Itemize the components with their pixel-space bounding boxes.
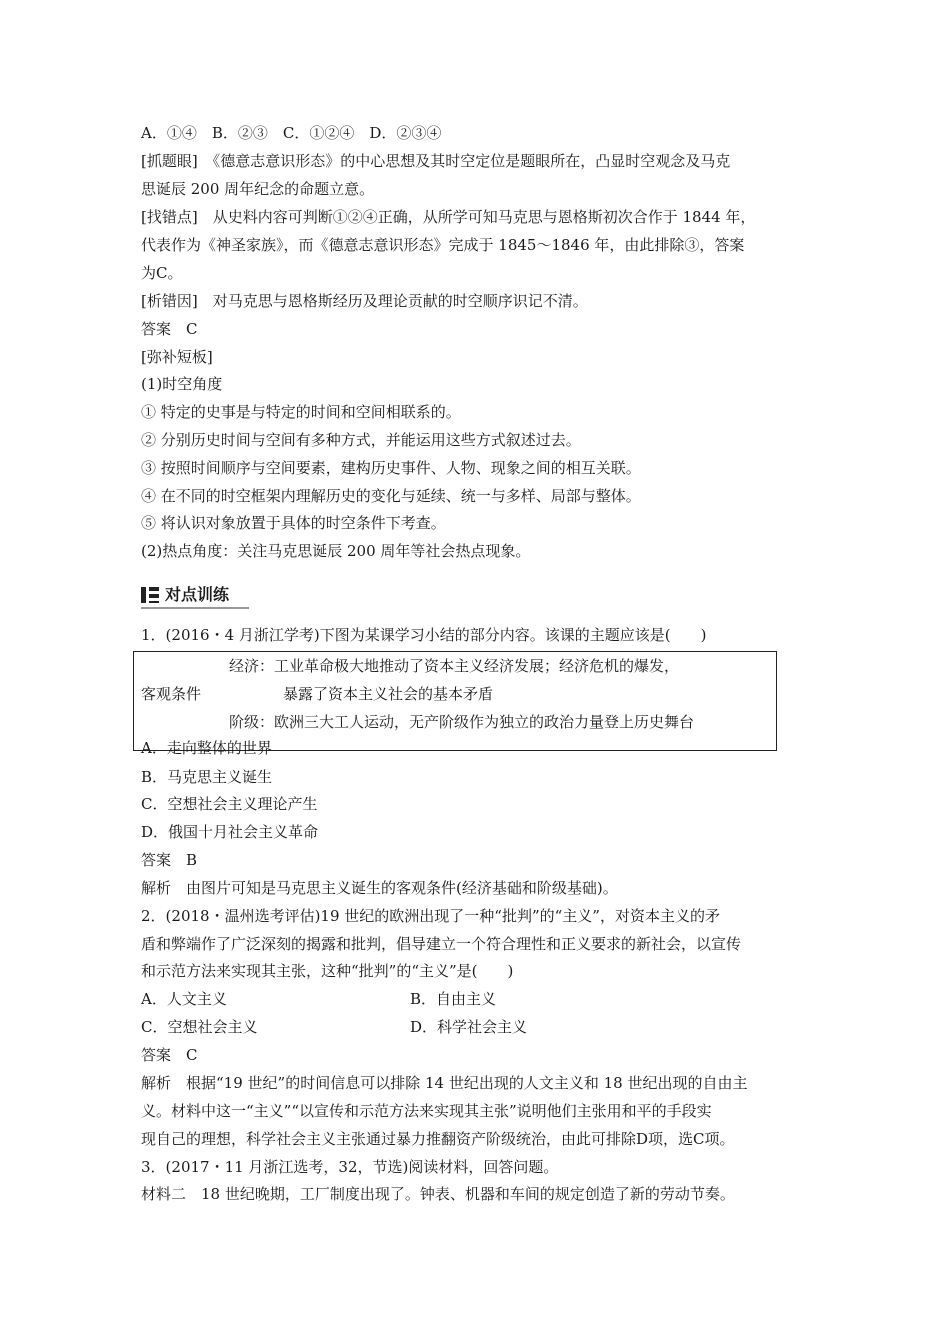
option-d: D．俄国十月社会主义革命 xyxy=(141,823,319,841)
question-line: 1．(2016・4 月浙江学考)下图为某课学习小结的部分内容。该课的主题应该是( ) xyxy=(141,626,707,644)
text-line: (2)热点角度：关注马克思诞辰 200 周年等社会热点现象。 xyxy=(141,542,531,560)
answer-line: 答案 C xyxy=(141,320,198,338)
text-line: [弥补短板] xyxy=(141,348,213,366)
section-marker-icon xyxy=(149,587,159,591)
explanation-line: 现自己的理想，科学社会主义主张通过暴力推翻资产阶级统治，由此可排除D项，选C项。 xyxy=(141,1130,735,1148)
option-a: A．走向整体的世界 xyxy=(141,739,272,757)
material-line: 材料二 18 世纪晚期，工厂制度出现了。钟表、机器和车间的规定创造了新的劳动节奏。 xyxy=(141,1185,735,1203)
explanation-line: 解析 根据“19 世纪”的时间信息可以排除 14 世纪出现的人文主义和 18 世纪出现的自由主 xyxy=(141,1074,748,1092)
option-c: C．空想社会主义理论产生 xyxy=(141,795,318,813)
answer-line: 答案 C xyxy=(141,1046,198,1064)
section-marker-icon xyxy=(149,594,159,598)
text-line: 为C。 xyxy=(141,264,183,282)
option-b: B．马克思主义诞生 xyxy=(141,768,273,786)
question-line: 和示范方法来实现其主张，这种“批判”的“主义”是( ) xyxy=(141,962,514,980)
list-item: ① 特定的史事是与特定的时间和空间相联系的。 xyxy=(141,403,461,421)
explanation-line: 义。材料中这一“主义”“以宣传和示范方法来实现其主张”说明他们主张用和平的手段实 xyxy=(141,1102,712,1120)
section-marker-icon xyxy=(149,601,159,603)
box-label: 客观条件 xyxy=(141,685,202,703)
text-line: (1)时空角度 xyxy=(141,375,223,393)
list-item: ④ 在不同的时空框架内理解历史的变化与延续、统一与多样、局部与整体。 xyxy=(141,487,641,505)
box-text: 经济：工业革命极大地推动了资本主义经济发展；经济危机的爆发， xyxy=(229,657,680,675)
explanation-line: 解析 由图片可知是马克思主义诞生的客观条件(经济基础和阶级基础)。 xyxy=(141,879,618,897)
question-line: 2．(2018・温州选考评估)19 世纪的欧洲出现了一种“批判”的“主义”，对资本主义的矛 xyxy=(141,907,720,925)
option-a: A．人文主义 xyxy=(141,990,227,1008)
option-d: D．科学社会主义 xyxy=(410,1018,528,1036)
text-line: [找错点] 从史料内容可判断①②④正确，从所学可知马克思与恩格斯初次合作于 1844 年， xyxy=(141,208,756,226)
list-item: ③ 按照时间顺序与空间要素，建构历史事件、人物、现象之间的相互关联。 xyxy=(141,459,641,477)
box-text: 阶级：欧洲三大工人运动，无产阶级作为独立的政治力量登上历史舞台 xyxy=(229,713,695,731)
section-marker-icon xyxy=(141,587,146,603)
text-line: 代表作为《神圣家族》，而《德意志意识形态》完成于 1845～1846 年，由此排除③，答案 xyxy=(141,236,745,254)
text-line: [析错因] 对马克思与恩格斯经历及理论贡献的时空顺序识记不清。 xyxy=(141,292,588,310)
option-b: B．自由主义 xyxy=(410,990,497,1008)
section-title: 对点训练 xyxy=(165,585,230,604)
section-underline xyxy=(141,607,249,609)
question-line: 盾和弊端作了广泛深刻的揭露和批判，倡导建立一个符合理性和正义要求的新社会，以宣传 xyxy=(141,935,742,953)
options-line: A．①④ B．②③ C．①②④ D．②③④ xyxy=(141,124,442,142)
text-line: 思诞辰 200 周年纪念的命题立意。 xyxy=(141,180,375,198)
answer-line: 答案 B xyxy=(141,851,198,869)
list-item: ② 分别历史时间与空间有多种方式，并能运用这些方式叙述过去。 xyxy=(141,431,581,449)
text-line: [抓题眼] 《德意志意识形态》的中心思想及其时空定位是题眼所在，凸显时空观念及马克 xyxy=(141,152,731,170)
section-heading xyxy=(141,584,251,608)
question-line: 3．(2017・11 月浙江选考，32，节选)阅读材料，回答问题。 xyxy=(141,1158,559,1176)
list-item: ⑤ 将认识对象放置于具体的时空条件下考查。 xyxy=(141,514,446,532)
option-c: C．空想社会主义 xyxy=(141,1018,258,1036)
box-text: 暴露了资本主义社会的基本矛盾 xyxy=(283,685,494,703)
